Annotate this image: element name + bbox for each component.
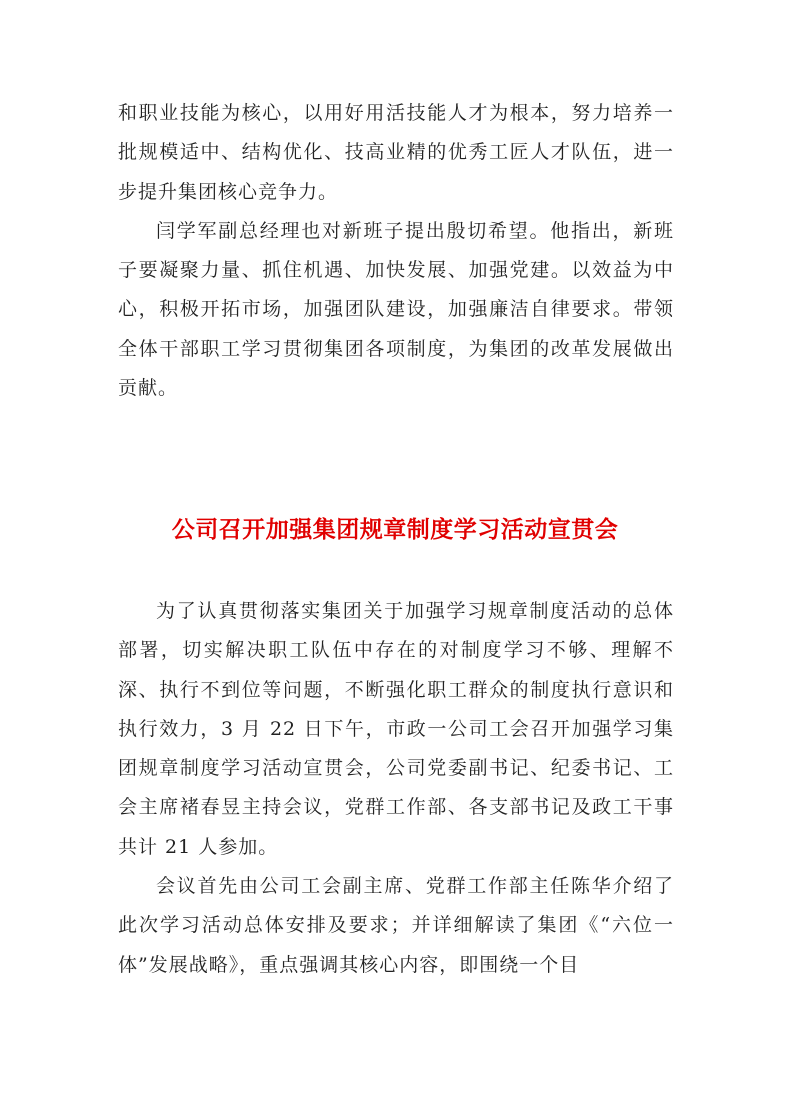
paragraph: 为了认真贯彻落实集团关于加强学习规章制度活动的总体部署，切实解决职工队伍中存在的对制度学习不够、理解不深、执行不到位等问题，不断强化职工群众的制度执行意识和执行效力，3 月 22 日下午，市政一公司工会召开加强学习集团规章制度学习活动宣贯会，公司党委副书记、纪委书记、工会主席褚春昱主持会议，党群工作部、各支部书记及政工干事共计 21 人参加。 — [118, 600, 674, 858]
paragraph: 会议首先由公司工会副主席、党群工作部主任陈华介绍了此次学习活动总体安排及要求；并详细解读了集团《“六位一体”发展战略》，重点强调其核心内容，即围绕一个目 — [118, 875, 674, 976]
section-one-body — [118, 94, 674, 408]
paragraph-continued: 和职业技能为核心，以用好用活技能人才为根本，努力培养一批规模适中、结构优化、技高业精的优秀工匠人才队伍，进一步提升集团核心竞争力。 — [118, 102, 674, 203]
section-two-body — [118, 592, 674, 985]
paragraph: 闫学军副总经理也对新班子提出殷切希望。他指出，新班子要凝聚力量、抓住机遇、加快发展、加强党建。以效益为中心，积极开拓市场，加强团队建设，加强廉洁自律要求。带领全体干部职工学习贯彻集团各项制度，为集团的改革发展做出贡献。 — [118, 219, 674, 400]
article-title: 公司召开加强集团规章制度学习活动宣贯会 — [171, 516, 619, 543]
